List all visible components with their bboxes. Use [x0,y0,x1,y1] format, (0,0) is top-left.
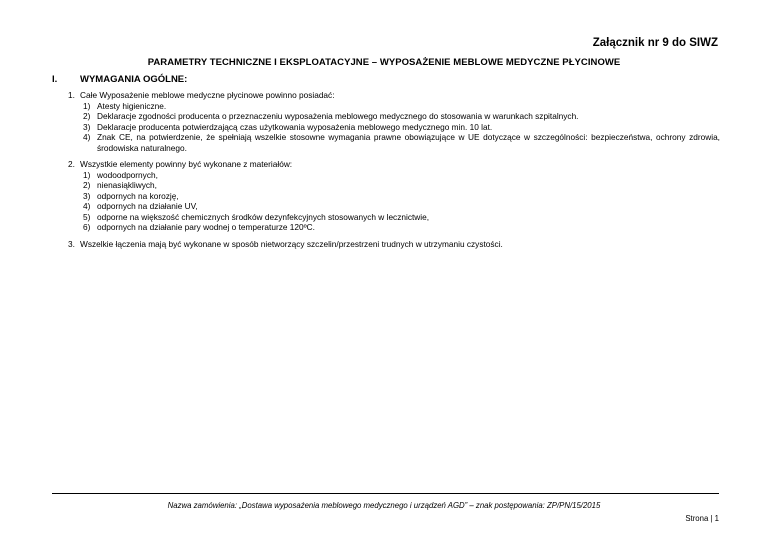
sub-item [68,122,720,133]
sub-item-number: 4) [83,132,91,142]
sub-item-number: 1) [83,100,91,111]
sub-item [68,111,720,122]
requirement-item [68,239,720,250]
sub-item [68,101,720,112]
sub-item [68,132,720,153]
sub-item-text: odporne na większość chemicznych środków dezynfekcyjnych stosowanych w lecznictwie, [97,211,430,222]
sub-item [68,191,720,202]
sub-item-text: Atesty higieniczne. [97,100,167,111]
requirement-item [68,159,720,233]
sub-item-text: nienasiąkliwych, [97,180,157,190]
requirement-item [68,90,720,153]
requirements-list [68,90,720,255]
sub-item-text: Deklaracje producenta potwierdzającą czas użytkowania wyposażenia meblowego medycznego min. 10 lat. [97,121,493,132]
section-number: I. [52,74,58,85]
sub-item [68,170,720,181]
requirement-text: Wszelkie łączenia mają być wykonane w sposób nietworzący szczelin/przestrzeni trudnych w utrzymaniu czystości. [80,238,503,249]
sub-item-text: Deklaracje zgodności producenta o przeznaczeniu wyposażenia meblowego medycznego do stosowania w warunkach szpitalnych. [97,111,579,121]
sub-item-text: odpornych na działanie pary wodnej o temperaturze 120ºC. [97,222,315,232]
sub-item-number: 4) [83,201,91,211]
sub-item [68,212,720,223]
requirement-number: 2. [68,159,75,169]
section-heading [52,74,187,85]
requirement-number: 3. [68,238,75,249]
sub-item-number: 3) [83,121,91,132]
sub-list [68,170,720,233]
sub-item [68,180,720,191]
document-title: PARAMETRY TECHNICZNE I EKSPLOATACYJNE – WYPOSAŻENIE MEBLOWE MEDYCZNE PŁYCINOWE [147,57,621,68]
sub-item-number: 5) [83,211,91,222]
sub-item-number: 2) [83,180,91,190]
sub-item [68,201,720,212]
sub-item-number: 2) [83,111,91,121]
sub-item-text: wodoodpornych, [97,169,158,180]
sub-item-number: 6) [83,222,91,232]
footer-divider [52,493,719,494]
sub-item-text: Znak CE, na potwierdzenie, że spełniają wszelkie stosowne wymagania prawne obowiązujące w UE dotyczące w szczególności: bezpieczeństwa, ochrony zdrowia, środowiska naturalnego. [97,132,720,153]
requirement-row [68,239,720,250]
requirement-number: 1. [68,90,75,100]
requirement-row [68,159,720,170]
requirement-row [68,90,720,101]
page-number: Strona | 1 [685,514,719,523]
sub-item-number: 1) [83,169,91,180]
attachment-label: Załącznik nr 9 do SIWZ [592,37,718,49]
requirement-text: Wszystkie elementy powinny być wykonane z materiałów: [80,159,293,169]
sub-item-text: odpornych na korozję, [97,190,179,201]
section-heading-text: WYMAGANIA OGÓLNE: [80,74,188,85]
sub-list [68,101,720,154]
requirement-text: Całe Wyposażenie meblowe medyczne płycinowe powinno posiadać: [80,90,335,100]
sub-item [68,222,720,233]
sub-item-number: 3) [83,190,91,201]
footer-order-name: Nazwa zamówienia: „Dostawa wyposażenia meblowego medycznego i urządzeń AGD” – znak postępowania: ZP/PN/15/2015 [167,501,601,510]
sub-item-text: odpornych na działanie UV, [97,201,198,211]
